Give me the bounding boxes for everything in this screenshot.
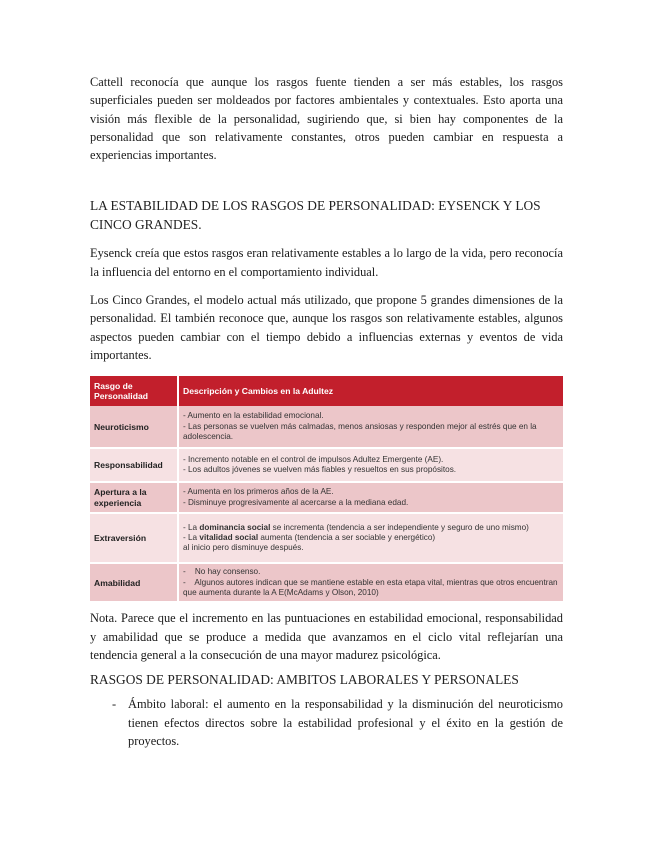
- bullet-list: [90, 695, 563, 750]
- list-item: [90, 695, 563, 750]
- trait-name: Neuroticismo: [90, 406, 178, 448]
- document-page: [90, 72, 563, 750]
- trait-name: Responsabilidad: [90, 448, 178, 482]
- description-line: - La dominancia social se incrementa (tendencia a ser independiente y seguro de uno mismo): [183, 522, 529, 532]
- trait-name: Extraversión: [90, 513, 178, 563]
- big-five-paragraph: Los Cinco Grandes, el modelo actual más utilizado, que propone 5 grandes dimensiones de la personalidad. El también reconoce que, aunque los rasgos son relativamente estables, algunos aspectos pueden cambiar con el tiempo debido a influencias externas y eventos de vida importantes.: [90, 293, 563, 362]
- trait-description: [178, 482, 563, 513]
- description-line: - No hay consenso.: [183, 567, 261, 577]
- table-row: [90, 482, 563, 513]
- description-line: - Disminuye progresivamente al acercarse a la mediana edad.: [183, 497, 409, 507]
- table-row: [90, 406, 563, 448]
- personality-traits-table: [90, 376, 563, 601]
- description-line: - La vitalidad social aumenta (tendencia a ser sociable y energético): [183, 533, 436, 543]
- section-heading-areas: RASGOS DE PERSONALIDAD: AMBITOS LABORALES Y PERSONALES: [90, 672, 519, 688]
- description-line: - Aumenta en los primeros años de la AE.: [183, 487, 334, 497]
- description-line: - Incremento notable en el control de impulsos Adultez Emergente (AE).: [183, 454, 444, 464]
- description-line: al inicio pero disminuye después.: [183, 543, 304, 553]
- list-item-text: Ámbito laboral: el aumento en la responsabilidad y la disminución del neuroticismo tienen efectos directos sobre la estabilidad profesional y el éxito en la gestión de proyectos.: [128, 697, 563, 748]
- trait-description: [178, 448, 563, 482]
- eysenck-paragraph: Eysenck creía que estos rasgos eran relativamente estables a lo largo de la vida, pero reconocía la influencia del entorno en el comportamiento individual.: [90, 246, 563, 279]
- trait-description: [178, 513, 563, 563]
- table-row: [90, 563, 563, 601]
- trait-name: Amabilidad: [90, 563, 178, 601]
- bullet-marker: -: [112, 697, 117, 712]
- table-row: [90, 513, 563, 563]
- description-line: - Las personas se vuelven más calmadas, menos ansiosas y responden mejor al estrés que en la adolescencia.: [183, 421, 537, 441]
- header-description: Descripción y Cambios en la Adultez: [178, 376, 563, 406]
- description-line: - Los adultos jóvenes se vuelven más fiables y resueltos en sus propósitos.: [183, 465, 457, 475]
- trait-description: [178, 406, 563, 448]
- trait-description: [178, 563, 563, 601]
- description-line: - Algunos autores indican que se mantiene estable en esta etapa vital, mientras que otros encuentran que aumenta durante la A E(McAdams y Olson, 2010): [183, 577, 560, 598]
- note-paragraph: Nota. Parece que el incremento en las puntuaciones en estabilidad emocional, responsabilidad y amabilidad que se produce a medida que avanzamos en el ciclo vital reflejarían una tendencia general a la consecución de una mayor madurez psicológica.: [90, 611, 563, 663]
- table-row: [90, 448, 563, 482]
- description-line: - Aumento en la estabilidad emocional.: [183, 411, 324, 421]
- section-heading-stability: LA ESTABILIDAD DE LOS RASGOS DE PERSONALIDAD: EYSENCK Y LOS CINCO GRANDES.: [90, 198, 541, 233]
- table-header-row: [90, 376, 563, 406]
- intro-paragraph: Cattell reconocía que aunque los rasgos fuente tienden a ser más estables, los rasgos superficiales pueden ser moldeados por factores ambientales y contextuales. Esto aporta una visión más flexible de la personalidad, sugiriendo que, si bien hay componentes de la personalidad que son relativamente constantes, otros pueden cambiar en respuesta a experiencias importantes.: [90, 75, 563, 163]
- trait-name: Apertura a la experiencia: [90, 482, 178, 513]
- header-trait: Rasgo de Personalidad: [90, 376, 178, 406]
